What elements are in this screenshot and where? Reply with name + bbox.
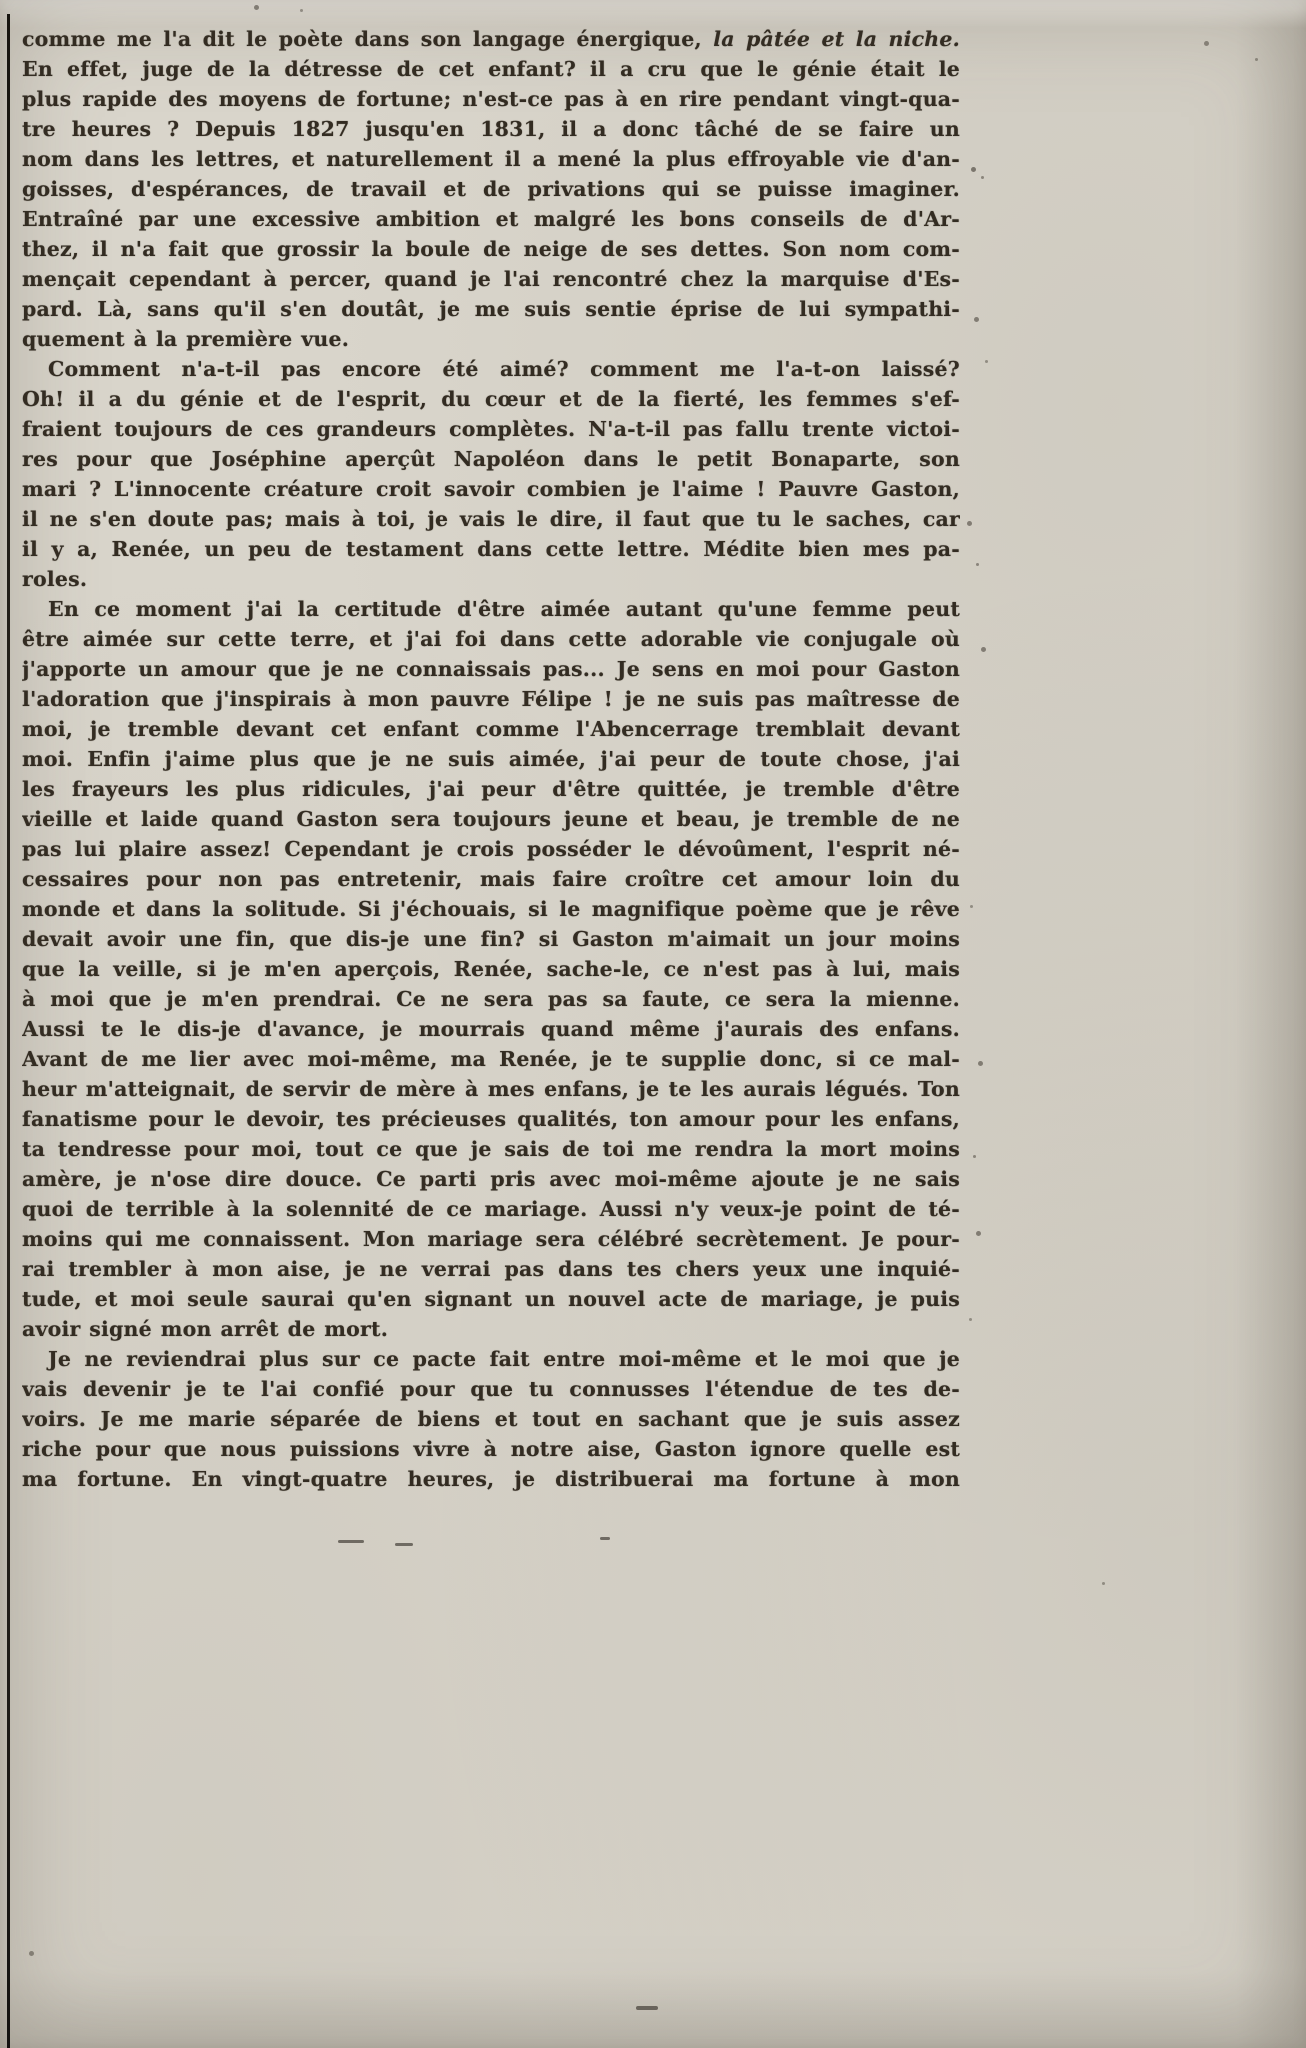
scan-artifact [395, 1543, 413, 1546]
text-line: moi, je tremble devant cet enfant comme l'Abencerrage tremblait devant [22, 717, 960, 741]
text-line: Avant de me lier avec moi-même, ma Renée, je te supplie donc, si ce mal- [22, 1047, 960, 1071]
text-line: Entraîné par une excessive ambition et malgré les bons conseils de d'Ar- [22, 207, 960, 231]
text-line: pas lui plaire assez! Cependant je crois posséder le dévoûment, l'esprit né- [22, 837, 960, 861]
text-line: amère, je n'ose dire douce. Ce parti pris avec moi-même ajoute je ne sais [22, 1167, 960, 1191]
text-line: rai trembler à mon aise, je ne verrai pas dans tes chers yeux une inquié- [22, 1257, 960, 1281]
page-text [22, 24, 960, 1494]
text-line: tre heures ? Depuis 1827 jusqu'en 1831, il a donc tâché de se faire un [22, 117, 960, 141]
text-line: thez, il n'a fait que grossir la boule de neige de ses dettes. Son nom com- [22, 237, 960, 261]
text-line: il ne s'en doute pas; mais à toi, je vais le dire, il faut que tu le saches, car [22, 507, 960, 531]
text-line: monde et dans la solitude. Si j'échouais, si le magnifique poème que je rêve [22, 897, 960, 921]
text-line: riche pour que nous puissions vivre à notre aise, Gaston ignore quelle est [22, 1437, 960, 1461]
text-line: plus rapide des moyens de fortune; n'est-ce pas à en rire pendant vingt-qua- [22, 87, 960, 111]
text-line: goisses, d'espérances, de travail et de privations qui se puisse imaginer. [22, 177, 960, 201]
text-line: roles. [22, 567, 88, 591]
text-line: quement à la première vue. [22, 327, 350, 351]
text-line: comme me l'a dit le poète dans son langage énergique, la pâtée et la niche. [22, 27, 960, 51]
text-line: avoir signé mon arrêt de mort. [22, 1317, 389, 1341]
text-line: heur m'atteignait, de servir de mère à mes enfans, je te les aurais légués. Ton [22, 1077, 960, 1101]
paragraph [22, 1344, 960, 1494]
text-line: quoi de terrible à la solennité de ce mariage. Aussi n'y veux-je point de té- [22, 1197, 960, 1221]
scan-artifact [600, 1537, 610, 1540]
text-line: mari ? L'innocente créature croit savoir combien je l'aime ! Pauvre Gaston, [22, 477, 960, 501]
text-line: tude, et moi seule saurai qu'en signant un nouvel acte de mariage, je puis [22, 1287, 960, 1311]
text-line: mençait cependant à percer, quand je l'ai rencontré chez la marquise d'Es- [22, 267, 960, 291]
scan-artifact [338, 1540, 364, 1543]
scan-artifact [636, 2006, 658, 2010]
text-line: voirs. Je me marie séparée de biens et tout en sachant que je suis assez [22, 1407, 960, 1431]
text-line: moins qui me connaissent. Mon mariage sera célébré secrètement. Je pour- [22, 1227, 960, 1251]
text-line: Oh! il a du génie et de l'esprit, du cœur et de la fierté, les femmes s'ef- [22, 387, 960, 411]
text-line: Aussi te le dis-je d'avance, je mourrais quand même j'aurais des enfans. [22, 1017, 960, 1041]
text-line: à moi que je m'en prendrai. Ce ne sera pas sa faute, ce sera la mienne. [22, 987, 960, 1011]
text-line: nom dans les lettres, et naturellement il a mené la plus effroyable vie d'an- [22, 147, 960, 171]
text-line: res pour que Joséphine aperçût Napoléon dans le petit Bonaparte, son [22, 447, 960, 471]
text-line: que la veille, si je m'en aperçois, Renée, sache-le, ce n'est pas à lui, mais [22, 957, 960, 981]
paragraph [22, 594, 960, 1344]
paragraph [22, 354, 960, 594]
text-line: ta tendresse pour moi, tout ce que je sais de toi me rendra la mort moins [22, 1137, 960, 1161]
text-line: fraient toujours de ces grandeurs complètes. N'a-t-il pas fallu trente victoi- [22, 417, 960, 441]
text-line: l'adoration que j'inspirais à mon pauvre Félipe ! je ne suis pas maîtresse de [22, 687, 960, 711]
text-line: En effet, juge de la détresse de cet enfant? il a cru que le génie était le [22, 57, 960, 81]
text-line: ma fortune. En vingt-quatre heures, je distribuerai ma fortune à mon [22, 1467, 960, 1491]
paragraph [22, 24, 960, 354]
text-line: devait avoir une fin, que dis-je une fin? si Gaston m'aimait un jour moins [22, 927, 960, 951]
text-line: être aimée sur cette terre, et j'ai foi dans cette adorable vie conjugale où [22, 627, 960, 651]
text-line: vais devenir je te l'ai confié pour que tu connusses l'étendue de tes de- [22, 1377, 960, 1401]
text-line: vieille et laide quand Gaston sera toujours jeune et beau, je tremble de ne [22, 807, 960, 831]
text-line: cessaires pour non pas entretenir, mais faire croître cet amour loin du [22, 867, 960, 891]
text-line: moi. Enfin j'aime plus que je ne suis aimée, j'ai peur de toute chose, j'ai [22, 747, 960, 771]
text-line: il y a, Renée, un peu de testament dans cette lettre. Médite bien mes pa- [22, 537, 960, 561]
text-line: les frayeurs les plus ridicules, j'ai peur d'être quittée, je tremble d'être [22, 777, 960, 801]
column-rule [7, 14, 10, 2048]
scan-noise [0, 0, 3, 3]
text-line: pard. Là, sans qu'il s'en doutât, je me suis sentie éprise de lui sympathi- [22, 297, 960, 321]
text-line: Je ne reviendrai plus sur ce pacte fait entre moi-même et le moi que je [48, 1347, 960, 1371]
text-line: En ce moment j'ai la certitude d'être aimée autant qu'une femme peut [48, 597, 960, 621]
text-line: Comment n'a-t-il pas encore été aimé? comment me l'a-t-on laissé? [48, 357, 960, 381]
text-line: fanatisme pour le devoir, tes précieuses qualités, ton amour pour les enfans, [22, 1107, 960, 1131]
text-line: j'apporte un amour que je ne connaissais pas... Je sens en moi pour Gaston [22, 657, 960, 681]
